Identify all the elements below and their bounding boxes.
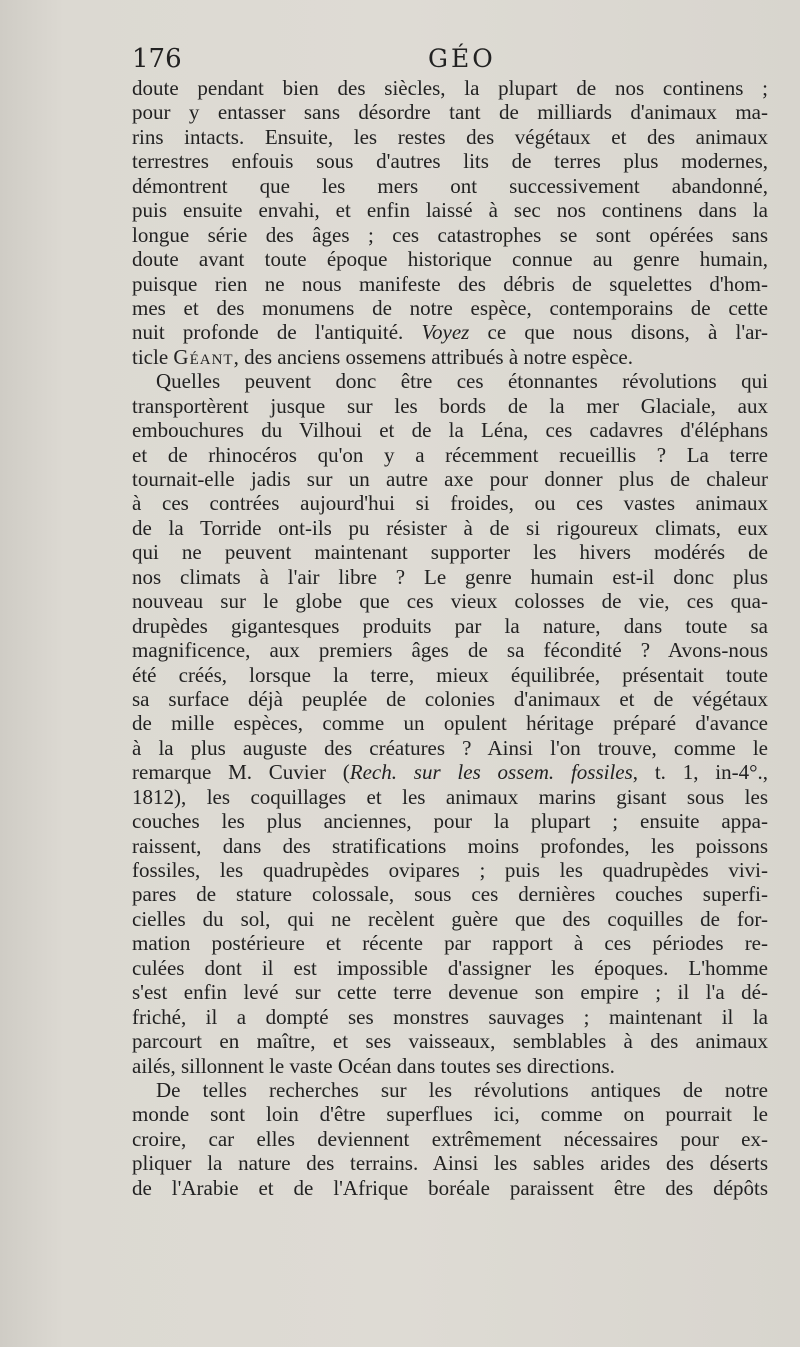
text-line: ailés, sillonnent le vaste Océan dans toutes ses directions.	[132, 1053, 615, 1078]
text-run: ce que nous disons, à l'ar-	[469, 320, 768, 345]
text-line: et de rhinocéros qu'on y a récemment recueillis ? La terre	[132, 442, 768, 467]
text-line: Quelles peuvent donc être ces étonnantes révolutions qui	[156, 369, 768, 394]
text-line: de l'Arabie et de l'Afrique boréale paraissent être des dépôts	[132, 1175, 768, 1200]
text-line: transportèrent jusque sur les bords de la mer Glaciale, aux	[132, 393, 768, 418]
text-line: rins intacts. Ensuite, les restes des végétaux et des animaux	[132, 124, 768, 149]
page-header	[132, 44, 768, 80]
text-line: terrestres enfouis sous d'autres lits de terres plus modernes,	[132, 149, 768, 174]
text-line: nouveau sur le globe que ces vieux colosses de vie, ces qua-	[132, 589, 768, 614]
text-line: démontrent que les mers ont successivement abandonné,	[132, 173, 768, 198]
text-line: longue série des âges ; ces catastrophes se sont opérées sans	[132, 222, 768, 247]
text-line	[132, 345, 768, 369]
text-run: nuit profonde de l'antiquité.	[132, 320, 422, 345]
text-line: à ces contrées aujourd'hui si froides, ou ces vastes animaux	[132, 491, 768, 516]
text-line: mation postérieure et récente par rapport à ces périodes re-	[132, 931, 768, 956]
text-line	[132, 760, 768, 784]
text-line: s'est enfin levé sur cette terre devenue son empire ; il l'a dé-	[132, 980, 768, 1005]
text-line: de mille espèces, comme un opulent héritage préparé d'avance	[132, 711, 768, 736]
text-line: de la Torride ont-ils pu résister à de si rigoureux climats, eux	[132, 515, 768, 540]
text-line: croire, car elles deviennent extrêmement nécessaires pour ex-	[132, 1126, 768, 1151]
body-text	[132, 76, 768, 1200]
cross-reference-geant: Géant	[173, 344, 234, 369]
text-line: friché, il a dompté ses monstres sauvages ; maintenant il la	[132, 1004, 768, 1029]
text-line: mes et des monumens de notre espèce, contemporains de cette	[132, 295, 768, 320]
text-line: monde sont loin d'être superflues ici, comme on pourrait le	[132, 1102, 768, 1127]
text-line: sa surface déjà peuplée de colonies d'animaux et de végétaux	[132, 686, 768, 711]
text-line: magnificence, aux premiers âges de sa fécondité ? Avons-nous	[132, 638, 768, 663]
voyez-link-text: Voyez	[421, 320, 470, 345]
text-line: nos climats à l'air libre ? Le genre humain est-il donc plus	[132, 564, 768, 589]
text-line	[132, 320, 768, 344]
text-line: cielles du sol, qui ne recèlent guère que des coquilles de for-	[132, 906, 768, 931]
text-line: doute pendant bien des siècles, la plupart de nos continens ;	[132, 76, 768, 100]
text-line: parcourt en maître, et ses vaisseaux, semblables à des animaux	[132, 1029, 768, 1054]
text-line: pour y entasser sans désordre tant de milliards d'animaux ma-	[132, 100, 768, 125]
text-run: ticle	[132, 344, 174, 369]
text-line: De telles recherches sur les révolutions antiques de notre	[156, 1077, 768, 1102]
text-run: , des anciens ossemens attribués à notre espèce.	[233, 344, 634, 369]
text-line: tournait-elle jadis sur un autre axe pour donner plus de chaleur	[132, 467, 768, 491]
text-line: puis ensuite envahi, et enfin laissé à sec nos continens dans la	[132, 198, 768, 223]
text-line: culées dont il est impossible d'assigner les époques. L'homme	[132, 955, 768, 980]
text-line: à la plus auguste des créatures ? Ainsi l'on trouve, comme le	[132, 735, 768, 760]
page-number: 176	[132, 44, 182, 74]
running-head: GÉO	[428, 44, 496, 73]
text-line: couches les plus anciennes, pour la plupart ; ensuite appa-	[132, 809, 768, 834]
text-run: , t. 1, in-4°.,	[632, 760, 768, 785]
text-run: remarque M. Cuvier (	[132, 760, 350, 785]
text-line: drupèdes gigantesques produits par la nature, dans toute sa	[132, 613, 768, 638]
text-line: 1812), les coquillages et les animaux marins gisant sous les	[132, 784, 768, 809]
text-line: puisque rien ne nous manifeste des débris de squelettes d'hom-	[132, 271, 768, 296]
text-line: qui ne peuvent maintenant supporter les hivers modérés de	[132, 540, 768, 565]
text-line: pliquer la nature des terrains. Ainsi les sables arides des déserts	[132, 1151, 768, 1176]
text-line: pares de stature colossale, sous ces dernières couches superfi-	[132, 882, 768, 907]
text-line: fossiles, les quadrupèdes ovipares ; puis les quadrupèdes vivi-	[132, 858, 768, 882]
citation-title: Rech. sur les ossem. fossiles	[349, 760, 633, 785]
text-line: doute avant toute époque historique connue au genre humain,	[132, 247, 768, 272]
text-line: raissent, dans des stratifications moins profondes, les poissons	[132, 833, 768, 858]
text-line: été créés, lorsque la terre, mieux équilibrée, présentait toute	[132, 662, 768, 687]
text-line: embouchures du Vilhoui et de la Léna, ces cadavres d'éléphans	[132, 418, 768, 443]
